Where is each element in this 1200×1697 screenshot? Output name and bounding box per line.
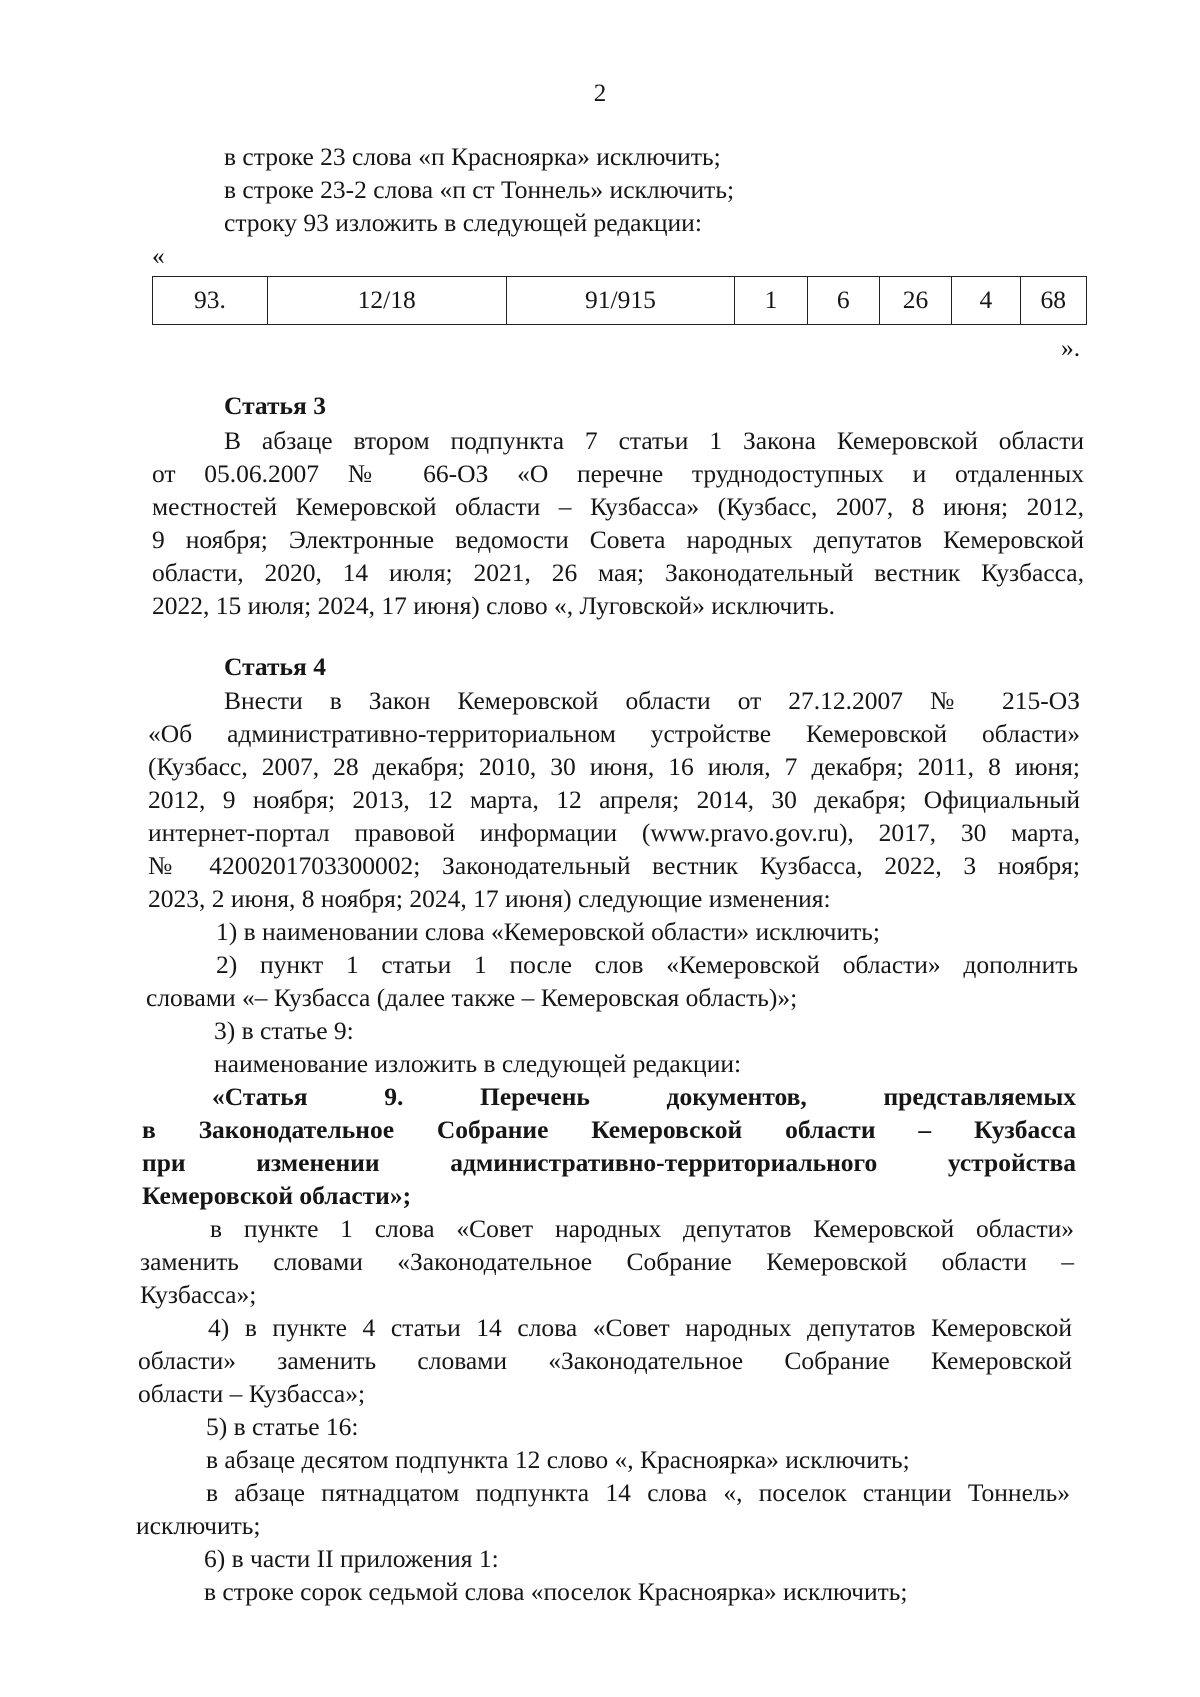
article-4-line: Кузбасса»; — [140, 1280, 257, 1309]
article-4-line: № 4200201703300002; Законодательный вестник Кузбасса, 2022, 3 ноября; — [148, 851, 1080, 880]
article-3-line: от 05.06.2007 № 66-ОЗ «О перечне труднодоступных и отдаленных — [152, 459, 1084, 488]
intro-line-2: в строке 23-2 слова «п ст Тоннель» исключить; — [224, 175, 735, 204]
intro-line-3: строку 93 изложить в следующей редакции: — [224, 208, 702, 237]
table-cell: 91/915 — [506, 277, 735, 325]
article-3-heading: Статья 3 — [224, 391, 326, 420]
article-3-line: 2022, 15 июля; 2024, 17 июня) слово «, Луговской» исключить. — [152, 591, 836, 620]
row-93-table — [152, 276, 1087, 325]
article-4-line: в строке сорок седьмой слова «поселок Красноярка» исключить; — [204, 1577, 908, 1606]
article-4-line: в пункте 1 слова «Совет народных депутатов Кемеровской области» — [210, 1214, 1074, 1243]
article-4-line: в абзаце пятнадцатом подпункта 14 слова «, поселок станции Тоннель» — [206, 1478, 1070, 1507]
article-3-line: В абзаце втором подпункта 7 статьи 1 Закона Кемеровской области — [224, 426, 1084, 455]
article-4-line: (Кузбасс, 2007, 28 декабря; 2010, 30 июня, 16 июля, 7 декабря; 2011, 8 июня; — [148, 752, 1080, 781]
table-cell: 1 — [735, 277, 807, 325]
article-4-line: 2012, 9 ноября; 2013, 12 марта, 12 апреля; 2014, 30 декабря; Официальный — [148, 785, 1080, 814]
article-4-line: 3) в статье 9: — [214, 1016, 354, 1045]
article-4-line: 4) в пункте 4 статьи 14 слова «Совет народных депутатов Кемеровской — [208, 1313, 1072, 1342]
article-4-line: 1) в наименовании слова «Кемеровской области» исключить; — [216, 917, 881, 946]
table-cell: 26 — [879, 277, 951, 325]
article-4-line: области – Кузбасса»; — [138, 1379, 366, 1408]
table-cell: 4 — [952, 277, 1020, 325]
closing-quote: ». — [1061, 333, 1081, 362]
article-9-title-line: при изменении административно-территориального устройства — [142, 1148, 1076, 1177]
table-cell: 6 — [807, 277, 879, 325]
article-4-line: 6) в части II приложения 1: — [204, 1544, 499, 1573]
article-4-heading: Статья 4 — [224, 652, 326, 681]
article-9-title-line: Кемеровской области»; — [142, 1181, 412, 1210]
article-3-line: местностей Кемеровской области – Кузбасса» (Кузбасс, 2007, 8 июня; 2012, — [152, 492, 1084, 521]
article-3-line: области, 2020, 14 июля; 2021, 26 мая; Законодательный вестник Кузбасса, — [152, 558, 1084, 587]
opening-quote: « — [152, 241, 165, 270]
intro-line-1: в строке 23 слова «п Красноярка» исключить; — [224, 142, 721, 171]
article-3-line: 9 ноября; Электронные ведомости Совета народных депутатов Кемеровской — [152, 525, 1084, 554]
table-cell: 12/18 — [267, 277, 506, 325]
article-4-line: 5) в статье 16: — [206, 1412, 359, 1441]
article-4-line: 2) пункт 1 статьи 1 после слов «Кемеровской области» дополнить — [216, 950, 1078, 979]
table-cell: 93. — [153, 277, 268, 325]
article-9-title-line: «Статья 9. Перечень документов, представляемых — [212, 1082, 1076, 1111]
article-4-line: 2023, 2 июня, 8 ноября; 2024, 17 июня) следующие изменения: — [148, 884, 831, 913]
table-row — [153, 277, 1087, 325]
page-number: 2 — [593, 80, 607, 107]
article-4-line: области» заменить словами «Законодательное Собрание Кемеровской — [138, 1346, 1072, 1375]
article-4-line: «Об административно-территориальном устройстве Кемеровской области» — [148, 719, 1080, 748]
article-4-line: исключить; — [136, 1511, 261, 1540]
article-4-line: Внести в Закон Кемеровской области от 27.12.2007 № 215-ОЗ — [224, 686, 1080, 715]
article-9-title-line: в Законодательное Собрание Кемеровской области – Кузбасса — [142, 1115, 1076, 1144]
article-4-line: наименование изложить в следующей редакции: — [214, 1049, 742, 1078]
article-4-line: интернет-портал правовой информации (www.pravo.gov.ru), 2017, 30 марта, — [148, 818, 1080, 847]
article-4-line: словами «– Кузбасса (далее также – Кемеровская область)»; — [146, 983, 798, 1012]
article-4-line: в абзаце десятом подпункта 12 слово «, Красноярка» исключить; — [206, 1445, 910, 1474]
table-cell: 68 — [1020, 277, 1087, 325]
article-4-line: заменить словами «Законодательное Собрание Кемеровской области – — [140, 1247, 1074, 1276]
